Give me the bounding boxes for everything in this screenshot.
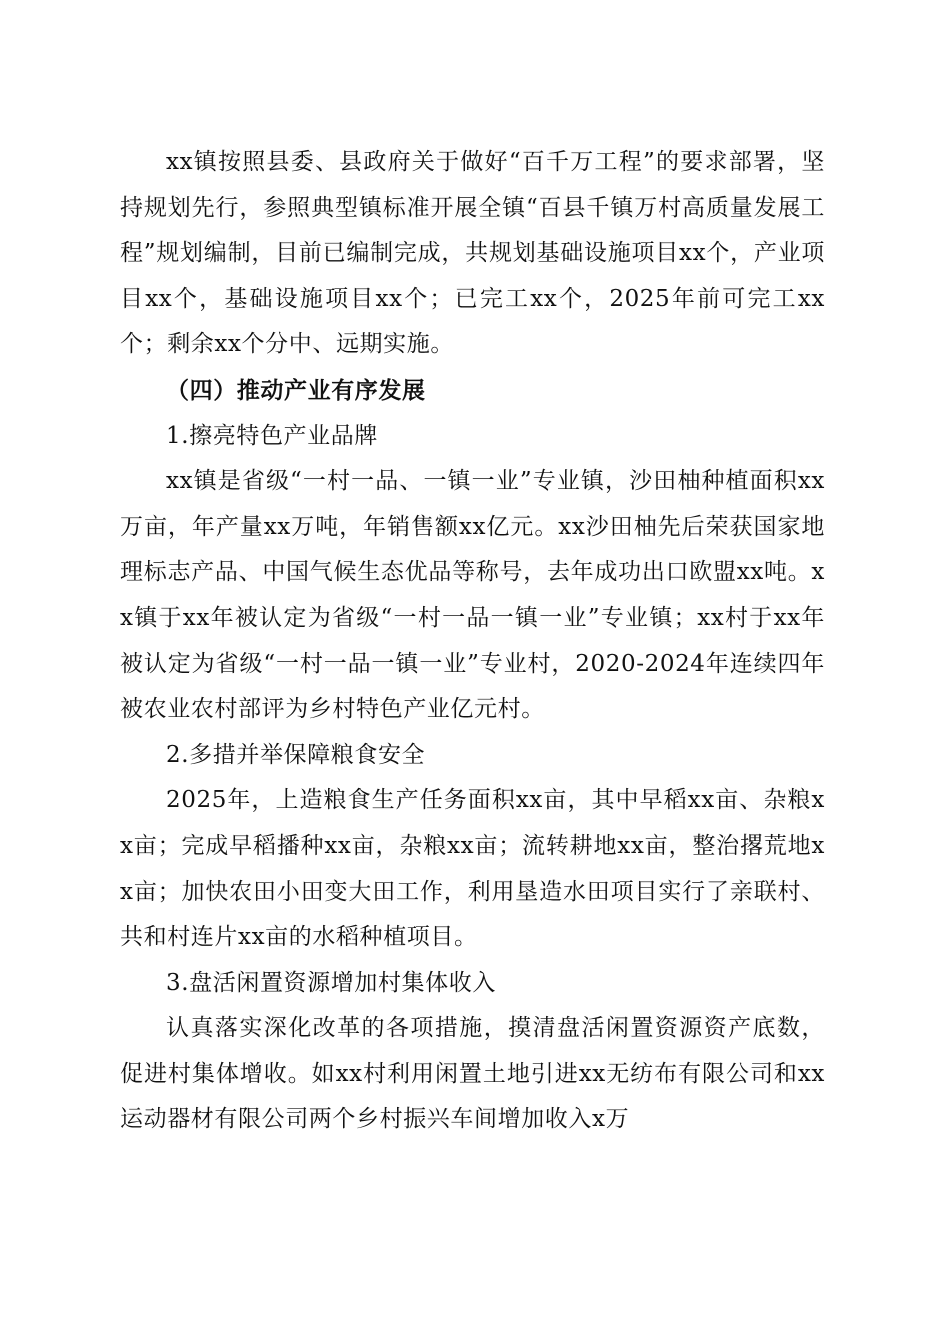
document-page bbox=[120, 140, 825, 1143]
subheading-brand: 1.擦亮特色产业品牌 bbox=[166, 422, 378, 449]
paragraph-brand: xx镇是省级“一村一品、一镇一业”专业镇，沙田柚种植面积xx万亩，年产量xx万吨，年销售额xx亿元。xx沙田柚先后荣获国家地理标志产品、中国气候生态优品等称号，去年成功出口欧盟xx吨。xx镇于xx年被认定为省级“一村一品一镇一业”专业镇；xx村于xx年被认定为省级“一村一品一镇一业”专业村，2020-2024年连续四年被农业农村部评为乡村特色产业亿元村。 bbox=[120, 468, 825, 723]
paragraph-resources: 认真落实深化改革的各项措施，摸清盘活闲置资源资产底数，促进村集体增收。如xx村利用闲置土地引进xx无纺布有限公司和xx运动器材有限公司两个乡村振兴车间增加收入x万 bbox=[120, 1015, 825, 1133]
section-heading-industry: （四）推动产业有序发展 bbox=[166, 376, 426, 404]
paragraph-grain: 2025年，上造粮食生产任务面积xx亩，其中早稻xx亩、杂粮xx亩；完成早稻播种xx亩，杂粮xx亩；流转耕地xx亩，整治撂荒地xx亩；加快农田小田变大田工作，利用垦造水田项目实行了亲联村、共和村连片xx亩的水稻种植项目。 bbox=[120, 787, 825, 951]
subheading-resources: 3.盘活闲置资源增加村集体收入 bbox=[166, 969, 496, 996]
subheading-grain: 2.多措并举保障粮食安全 bbox=[166, 741, 426, 768]
paragraph-plan: xx镇按照县委、县政府关于做好“百千万工程”的要求部署，坚持规划先行，参照典型镇标准开展全镇“百县千镇万村高质量发展工程”规划编制，目前已编制完成，共规划基础设施项目xx个，产业项目xx个，基础设施项目xx个；已完工xx个，2025年前可完工xx个；剩余xx个分中、远期实施。 bbox=[120, 149, 825, 358]
